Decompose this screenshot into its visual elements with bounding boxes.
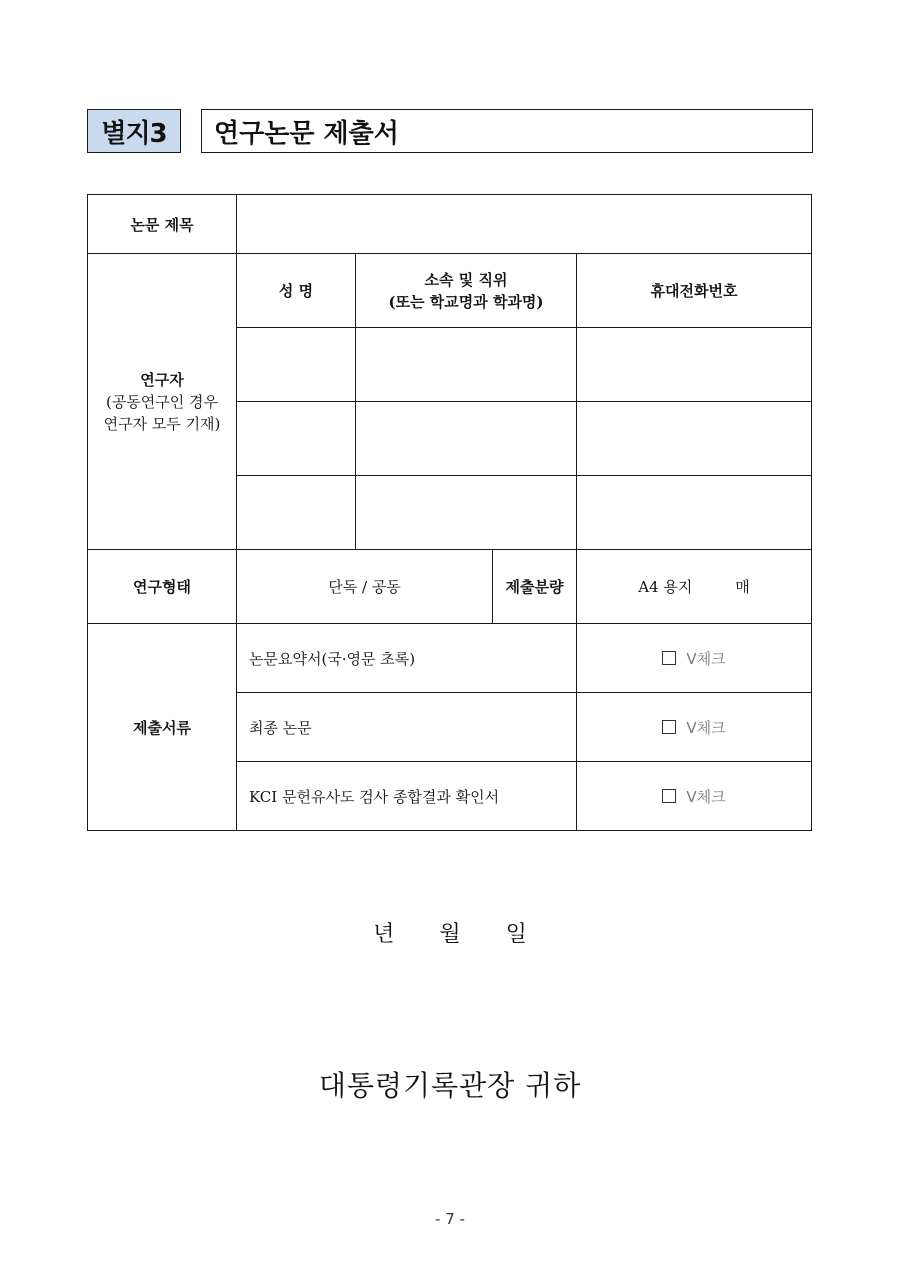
column-header-phone: 휴대전화번호 [577,254,812,328]
researcher-1-name-field[interactable] [237,328,356,402]
form-number-badge: 별지3 [87,109,181,153]
column-header-affiliation [356,254,577,328]
researcher-label: 연구자 [140,370,184,389]
researcher-note-line-2: 연구자 모두 기재) [103,414,221,433]
paper-title-field[interactable] [237,195,812,254]
affiliation-header-line-2: (또는 학교명과 학과명) [388,292,544,311]
document-check-abstract[interactable] [577,624,812,693]
checkbox-icon[interactable] [662,789,676,803]
researcher-2-name-field[interactable] [237,402,356,476]
researcher-1-affiliation-field[interactable] [356,328,577,402]
researcher-3-phone-field[interactable] [577,476,812,550]
check-label: V체크 [686,787,726,806]
researcher-3-affiliation-field[interactable] [356,476,577,550]
submission-form-table [87,194,812,831]
document-name-kci-similarity: KCI 문헌유사도 검사 종합결과 확인서 [237,762,577,831]
document-name-final-paper: 최종 논문 [237,693,577,762]
page-number: - 7 - [435,1210,465,1228]
column-header-name: 성 명 [237,254,356,328]
document-check-final-paper[interactable] [577,693,812,762]
check-label: V체크 [686,649,726,668]
checkbox-icon[interactable] [662,651,676,665]
research-type-value[interactable]: 단독 / 공동 [237,550,493,624]
checkbox-icon[interactable] [662,720,676,734]
check-label: V체크 [686,718,726,737]
researcher-label-cell [88,254,237,550]
paper-title-label: 논문 제목 [88,195,237,254]
document-name-abstract: 논문요약서(국·영문 초록) [237,624,577,693]
addressee: 대통령기록관장 귀하 [318,1069,582,1102]
affiliation-header-line-1: 소속 및 직위 [424,270,508,289]
submitted-documents-label: 제출서류 [88,624,237,831]
researcher-2-affiliation-field[interactable] [356,402,577,476]
researcher-2-phone-field[interactable] [577,402,812,476]
researcher-3-name-field[interactable] [237,476,356,550]
researcher-note-line-1: (공동연구인 경우 [105,392,219,411]
submission-volume-value[interactable]: A4 용지 매 [577,550,812,624]
researcher-1-phone-field[interactable] [577,328,812,402]
document-check-kci-similarity[interactable] [577,762,812,831]
research-type-label: 연구형태 [88,550,237,624]
date-line[interactable]: 년 월 일 [373,922,527,947]
document-title: 연구논문 제출서 [201,109,813,153]
submission-volume-label: 제출분량 [493,550,577,624]
